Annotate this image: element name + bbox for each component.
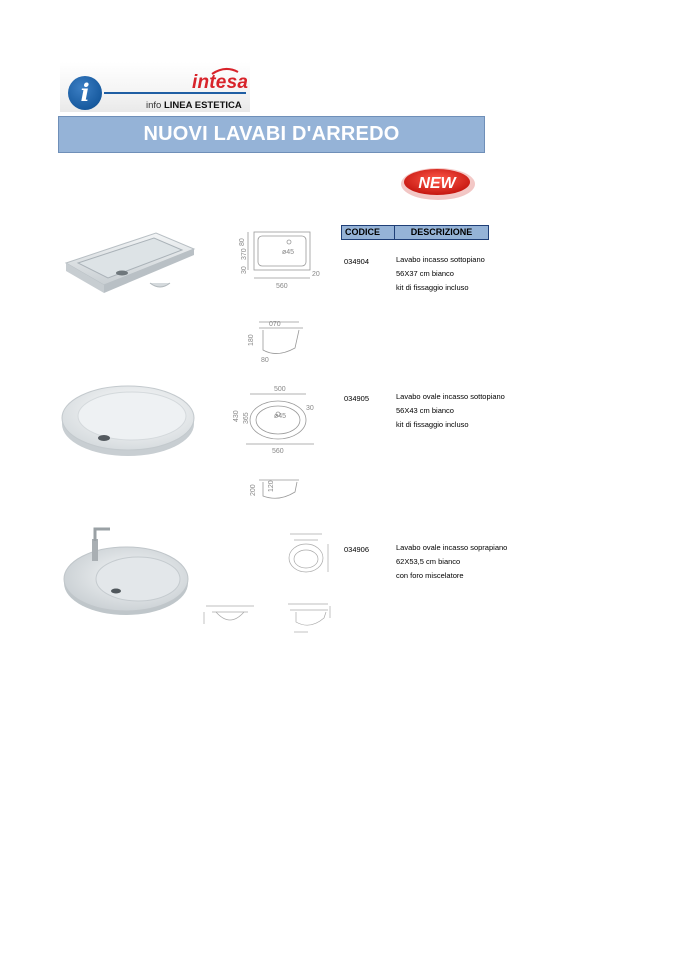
svg-text:ø45: ø45 — [282, 249, 295, 256]
drawing-top-034904 — [240, 228, 320, 290]
svg-text:30: 30 — [306, 405, 314, 412]
table-header-code: CODICE — [341, 225, 395, 240]
svg-text:180: 180 — [248, 334, 255, 346]
page-title: NUOVI LAVABI D'ARREDO — [58, 116, 485, 153]
svg-text:30: 30 — [241, 266, 248, 274]
svg-text:560: 560 — [272, 448, 284, 455]
product-photo-034906 — [60, 525, 190, 617]
svg-text:500: 500 — [274, 386, 286, 393]
drawing-side-034906 — [284, 598, 336, 638]
table-header-description: DESCRIZIONE — [394, 225, 489, 240]
description-line: Lavabo ovale incasso sottopiano — [396, 392, 505, 401]
svg-text:ø45: ø45 — [274, 413, 287, 420]
drawing-side-034905 — [243, 474, 303, 504]
brand-subtitle-main: LINEA ESTETICA — [163, 100, 242, 111]
description-line: kit di fissaggio incluso — [396, 283, 469, 292]
description-line: 62X53,5 cm bianco — [396, 557, 461, 566]
product-photo-034904 — [60, 225, 200, 305]
brand-subtitle — [146, 100, 242, 111]
brand-subtitle-prefix: info — [146, 100, 162, 111]
product-description — [396, 541, 507, 583]
description-line: Lavabo incasso sottopiano — [396, 255, 485, 264]
svg-text:560: 560 — [276, 283, 288, 290]
svg-text:80: 80 — [261, 357, 269, 364]
description-line: 56X43 cm bianco — [396, 406, 454, 415]
svg-text:370: 370 — [241, 248, 248, 260]
description-line: con foro miscelatore — [396, 571, 464, 580]
description-line: Lavabo ovale incasso soprapiano — [396, 543, 508, 552]
drawing-side-034904 — [243, 318, 305, 364]
svg-text:430: 430 — [233, 410, 240, 422]
new-badge-label: NEW — [418, 175, 456, 192]
svg-text:120: 120 — [268, 480, 275, 492]
svg-text:200: 200 — [250, 484, 257, 496]
product-description — [396, 390, 505, 432]
product-description — [396, 253, 485, 295]
description-line: 56X37 cm bianco — [396, 269, 454, 278]
drawing-top-034906 — [282, 528, 338, 580]
brand-logo — [60, 62, 252, 116]
brand-name: intesa — [192, 72, 249, 93]
new-badge — [398, 165, 478, 203]
info-icon: i — [68, 76, 102, 110]
product-code: 034904 — [344, 257, 370, 266]
svg-text:20: 20 — [312, 271, 320, 278]
product-code: 034906 — [344, 545, 370, 554]
svg-text:80: 80 — [239, 238, 246, 246]
product-code: 034905 — [344, 394, 370, 403]
description-line: kit di fissaggio incluso — [396, 420, 469, 429]
drawing-front-034906 — [202, 598, 258, 628]
drawing-top-034905 — [224, 384, 316, 458]
svg-text:365: 365 — [243, 412, 250, 424]
product-photo-034905 — [58, 378, 198, 460]
svg-text:070: 070 — [269, 321, 281, 328]
